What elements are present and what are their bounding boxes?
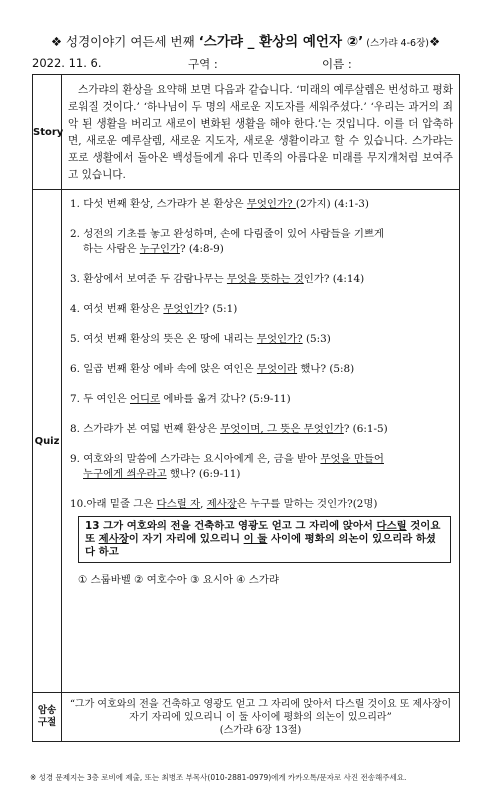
- memory-label: 암송 구절: [33, 693, 62, 742]
- class-field-label[interactable]: 구역 :: [188, 57, 218, 71]
- question-9: 9. 여호와의 말씀에 스가랴는 요시아에게 은, 금을 받아 무엇을 만들어 누구에게 씌우라고 했나? (6:9-11): [70, 453, 384, 480]
- question-2: 2. 성전의 기초를 놓고 완성하며, 손에 다림줄이 있어 사람들을 기쁘게 하는 사람은 누구인가? (4:8-9): [70, 228, 384, 255]
- quiz-body: [62, 190, 460, 693]
- worksheet-table: [32, 74, 460, 742]
- title-prefix: ❖ 성경이야기 여든세 번째: [50, 34, 199, 49]
- scripture-box: 13 그가 여호와의 전을 건축하고 영광도 얻고 그 자리에 앉아서 다스릴 것이요 또 제사장이 자기 자리에 있으리니 이 둘 사이에 평화의 의논이 있으리라 하셨다 하고: [78, 516, 451, 563]
- story-label: Story: [33, 75, 62, 190]
- worksheet-title: [0, 30, 491, 50]
- question-3: 3. 환상에서 보여준 두 감람나무는 무엇을 뜻하는 것인가? (4:14): [70, 273, 365, 285]
- question-4: 4. 여섯 번째 환상은 무엇인가? (5:1): [70, 303, 238, 315]
- title-suffix: ❖: [428, 34, 441, 49]
- title-reference: (스가랴 4-6장): [363, 38, 429, 49]
- submission-note: ※ 성경 문제지는 3층 로비에 제출, 또는 최병조 부목사(010-2881-0979)에게 카카오톡/문자로 사진 전송해주세요.: [30, 773, 407, 782]
- story-body: 스가랴의 환상을 요약해 보면 다음과 같습니다. ‘미래의 예루살렘은 번성하고 평화로워질 것이다.’ ‘하나님이 두 명의 새로운 지도자를 세워주셨다.’ ‘우리는 과거의 죄악 된 생활을 버리고 새로이 변화된 생활을 해야 한다.’는 것입니다. 이를 더 압축하면, 새로운 예루살렘, 새로운 지도자, 새로운 생활이라고 할 수 있습니다. 스가랴는 포로 생활에서 돌아온 백성들에게 유다 민족의 아름다운 미래를 무지개처럼 보여주고 있습니다.: [68, 83, 453, 181]
- date: 2022. 11. 6.: [32, 56, 102, 70]
- quiz-row: [33, 190, 460, 693]
- answer-options[interactable]: ① 스룹바벨 ② 여호수아 ③ 요시아 ④ 스가랴: [78, 574, 279, 586]
- story-text: [62, 75, 460, 190]
- question-7: 7. 두 여인은 어디로 에바를 옮겨 갔나? (5:9-11): [70, 393, 291, 405]
- meta-row: [0, 56, 491, 72]
- story-row: [33, 75, 460, 190]
- quiz-label: Quiz: [33, 190, 62, 693]
- question-5: 5. 여섯 번째 환상의 뜻은 온 땅에 내리는 무엇인가? (5:3): [70, 333, 331, 345]
- memory-verse: “그가 여호와의 전을 건축하고 영광도 얻고 그 자리에 앉아서 다스릴 것이요 또 제사장이 자기 자리에 있으리니 이 둘 사이에 평화의 의논이 있으리라” (스가랴 6장 13절): [62, 693, 460, 742]
- title-main: ‘스가랴 _ 환상의 예언자 ②’: [198, 34, 364, 50]
- question-6: 6. 일곱 번째 환상 에바 속에 앉은 여인은 무엇이라 했나? (5:8): [70, 363, 355, 375]
- question-1: 1. 다섯 번째 환상, 스가랴가 본 환상은 무엇인가? (2가지) (4:1-3): [70, 198, 369, 210]
- question-8: 8. 스가랴가 본 여덟 번째 환상은 무엇이며, 그 뜻은 무엇인가? (6:1-5): [70, 423, 388, 435]
- question-10: 10.아래 밑줄 그은 다스릴 자, 제사장은 누구를 말하는 것인가?(2명): [70, 498, 378, 510]
- name-field-label[interactable]: 이름 :: [322, 57, 352, 71]
- memory-row: [33, 693, 460, 742]
